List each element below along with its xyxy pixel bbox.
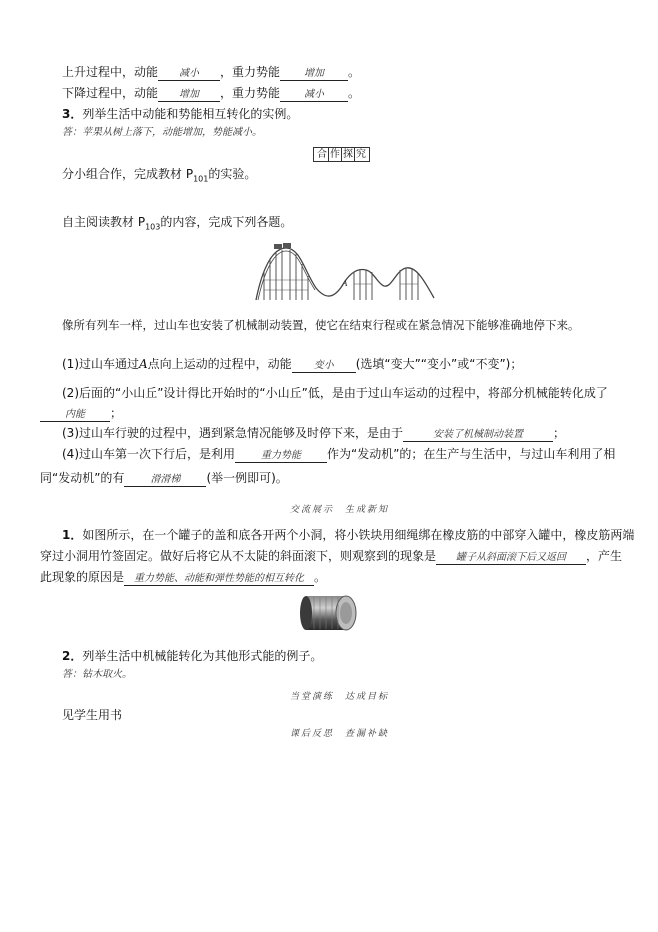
fall-middle: ，重力势能 <box>220 86 281 100</box>
exercise-1-d: 此现象的原因是 <box>40 570 125 584</box>
rise-kinetic-blank: 减小 <box>158 67 220 81</box>
fall-kinetic-blank: 增加 <box>158 88 220 102</box>
exercise-2-answer: 答：钻木取火。 <box>62 669 132 680</box>
part-4-blank-2: 滑滑梯 <box>124 473 206 487</box>
exercise-1-blank-2: 重力势能、动能和弹性势能的相互转化 <box>124 572 314 586</box>
brake-text: 像所有列车一样，过山车也安装了机械制动装置，使它在结束行程或在紧急情况下能够准确地停下来。 <box>62 318 580 332</box>
exercise-2 <box>62 648 322 664</box>
read-text-a: 自主阅读教材 P <box>62 215 146 229</box>
roller-coaster-track <box>256 248 434 300</box>
part-2-line-2 <box>40 405 122 422</box>
exercise-1-line-1 <box>62 527 634 543</box>
can-lid-inner <box>340 602 352 624</box>
exercise-1-b: 穿过小洞用竹签固定。做好后将它从不太陡的斜面滚下，则观察到的现象是 <box>40 549 437 563</box>
exercise-1-c: ，产生 <box>586 549 623 563</box>
part-3-blank: 安装了机械制动装置 <box>403 428 553 442</box>
exercise-2-text: 列举生活中机械能转化为其他形式能的例子。 <box>82 649 323 663</box>
self-read-line <box>62 214 292 235</box>
exercise-1-line-3 <box>40 569 326 586</box>
part-1-a: (1)过山车通过 <box>62 357 139 371</box>
part-3-a: (3)过山车行驶的过程中，遇到紧急情况能够及时停下来，是由于 <box>62 426 404 440</box>
part-1 <box>62 356 522 373</box>
part-4-line-2 <box>40 470 288 487</box>
fall-prefix: 下降过程中，动能 <box>62 86 159 100</box>
exercise-2-number: 2． <box>62 649 83 663</box>
coop-char: 探 <box>343 149 353 160</box>
point-a-label: A <box>139 357 148 371</box>
question-3-text: 列举生活中动能和势能相互转化的实例。 <box>82 107 299 121</box>
rise-middle: ，重力势能 <box>220 65 281 79</box>
coop-char: 究 <box>356 149 366 160</box>
rolling-can-figure <box>298 588 360 638</box>
part-1-blank: 变小 <box>292 359 356 373</box>
rise-line <box>62 64 360 81</box>
part-4-c: 同“发动机”的有 <box>40 471 125 485</box>
part-4-d: (举一例即可)。 <box>206 471 288 485</box>
part-1-c: (选填“变大”“变小”或“不变”)； <box>355 357 523 371</box>
exercise-1-blank-1: 罐子从斜面滚下后又返回 <box>436 551 586 565</box>
part-2-blank: 内能 <box>40 408 110 422</box>
part-4-line-1 <box>62 446 615 463</box>
figure-label-a: A <box>342 279 348 288</box>
exercise-1-a: 如图所示，在一个罐子的盖和底各开两个小洞，将小铁块用细绳绑在橡皮筋的中部穿入罐中，橡皮筋两端 <box>82 528 635 542</box>
cooperative-inquiry-heading <box>313 147 370 162</box>
part-4-blank: 重力势能 <box>235 449 327 463</box>
rise-potential-blank: 增加 <box>280 67 348 81</box>
coop-char: 作 <box>330 149 340 160</box>
part-3 <box>62 425 565 442</box>
part-4-b: 作为“发动机”的；在生产与生活中，与过山车利用了相 <box>327 447 616 461</box>
part-4-a: (4)过山车第一次下行后，是利用 <box>62 447 235 461</box>
see-student-book: 见学生用书 <box>62 708 123 722</box>
can-bottom <box>300 596 312 630</box>
part-3-end: ； <box>553 426 566 440</box>
part-1-b: 点向上运动的过程中，动能 <box>147 357 292 371</box>
read-page-sub: 103 <box>145 222 161 232</box>
group-page-sub: 101 <box>193 174 209 184</box>
fall-line <box>62 85 360 102</box>
coop-char: 合 <box>317 149 327 160</box>
part-2-end: ； <box>110 406 123 420</box>
group-work-line <box>62 166 256 187</box>
group-text-b: 的实验。 <box>208 167 257 181</box>
roller-coaster-figure <box>254 240 436 302</box>
roller-coaster-supports <box>264 250 418 300</box>
read-text-b: 的内容，完成下列各题。 <box>160 215 293 229</box>
section-reflection-heading: 课后反思 查漏补缺 <box>290 729 390 739</box>
part-2-line-1: (2)后面的“小山丘”设计得比开始时的“小山丘”低，是由于过山车运动的过程中，将部分机械能转化成了 <box>62 386 608 400</box>
rise-prefix: 上升过程中，动能 <box>62 65 159 79</box>
fall-potential-blank: 减小 <box>280 88 348 102</box>
exercise-1-number: 1． <box>62 528 83 542</box>
question-3-answer: 答：苹果从树上落下，动能增加，势能减小。 <box>62 127 262 138</box>
group-text-a: 分小组合作，完成教材 P <box>62 167 194 181</box>
fall-end: 。 <box>348 86 361 100</box>
exercise-1-line-2 <box>40 548 622 565</box>
question-3-number: 3． <box>62 107 83 121</box>
rise-end: 。 <box>348 65 361 79</box>
question-3 <box>62 106 298 122</box>
section-exchange-heading: 交流展示 生成新知 <box>290 505 390 515</box>
exercise-1-e: 。 <box>314 570 327 584</box>
section-practice-heading: 当堂演练 达成目标 <box>290 692 390 702</box>
